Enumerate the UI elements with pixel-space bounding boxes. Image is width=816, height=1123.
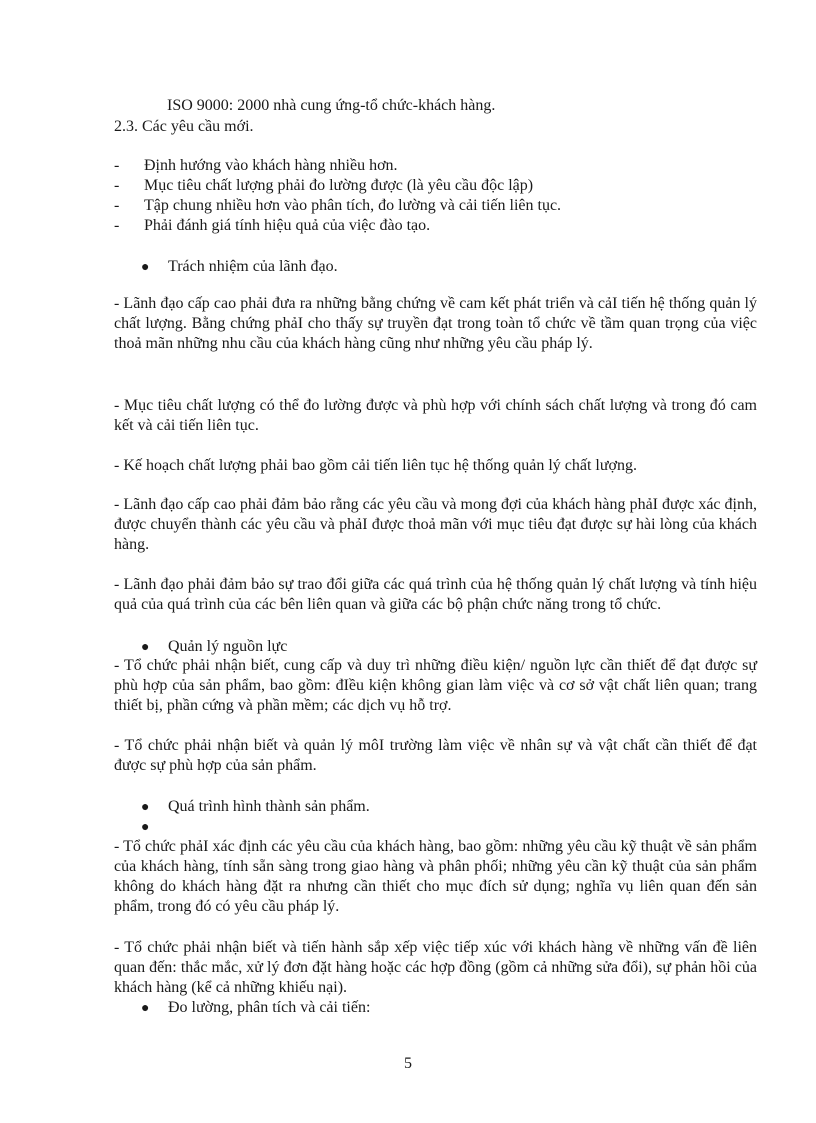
bullet-text: Quá trình hình thành sản phẩm. (168, 798, 370, 815)
list-item (114, 156, 398, 176)
dash-marker: - (114, 177, 120, 194)
list-item-text: Phải đánh giá tính hiệu quả của việc đào tạo. (144, 217, 431, 234)
dash-marker: - (114, 157, 120, 174)
bullet-empty (141, 817, 168, 838)
bullet-measurement (141, 998, 370, 1019)
list-item-text: Định hướng vào khách hàng nhiều hơn. (144, 157, 398, 174)
paragraph: - Lãnh đạo cấp cao phải đưa ra những bằng chứng về cam kết phát triển và cảI tiến hệ thống quản lý chất lượng. Bằng chứng phảI cho thấy sự truyền đạt trong toàn tổ chức về tầm quan trọng của việc thoả mãn những nhu cầu của khách hàng cũng như những yêu cầu pháp lý. (114, 295, 757, 352)
list-item (114, 196, 561, 216)
paragraph: - Tổ chức phải nhận biết và tiến hành sắp xếp việc tiếp xúc với khách hàng về những vấn đề liên quan đến: thắc mắc, xử lý đơn đặt hàng hoặc các hợp đồng (gồm cả những sửa đổi), sự phản hồi của khách hàng (kể cả những khiếu nại). (114, 939, 757, 996)
list-item (114, 176, 533, 196)
paragraph: - Lãnh đạo cấp cao phải đảm bảo rằng các yêu cầu và mong đợi của khách hàng phảI được xác định, được chuyển thành các yêu cầu và phảI được thoả mãn với mục tiêu đạt được sự hài lòng của khách hàng. (114, 496, 757, 553)
dash-marker: - (114, 217, 120, 234)
bullet-icon: ● (141, 640, 150, 655)
paragraph: - Tổ chức phảI xác định các yêu cầu của khách hàng, bao gồm: những yêu cầu kỹ thuật về sản phẩm của khách hàng, tính sẵn sàng trong giao hàng và phân phối; những yêu cần kỹ thuật của sản phẩm không do khách hàng đặt ra nhưng cần thiết cho mục đích sử dụng; nghĩa vụ liên quan đến sản phẩm, trong đó có yêu cầu pháp lý. (114, 838, 757, 915)
bullet-icon: ● (141, 820, 150, 835)
bullet-text: Quản lý nguồn lực (168, 638, 288, 655)
paragraph: - Kế hoạch chất lượng phải bao gồm cải tiến liên tục hệ thống quản lý chất lượng. (114, 457, 638, 474)
bullet-text: Đo lường, phân tích và cải tiến: (168, 999, 371, 1016)
bullet-icon: ● (141, 800, 150, 815)
bullet-icon: ● (141, 260, 150, 275)
bullet-leadership (141, 257, 338, 278)
list-item (114, 216, 430, 236)
section-title: 2.3. Các yêu cầu mới. (114, 118, 254, 135)
bullet-text: Trách nhiệm của lãnh đạo. (168, 258, 338, 275)
bullet-icon: ● (141, 1001, 150, 1016)
paragraph: - Lãnh đạo phải đảm bảo sự trao đổi giữa các quá trình của hệ thống quản lý chất lượng và tính hiệu quả của quá trình của các bên liên quan và giữa các bộ phận chức năng trong tổ chức. (114, 576, 757, 613)
paragraph: - Mục tiêu chất lượng có thể đo lường được và phù hợp với chính sách chất lượng và trong đó cam kết và cải tiến liên tục. (114, 397, 757, 434)
paragraph: - Tổ chức phải nhận biết, cung cấp và duy trì những điều kiện/ nguồn lực cần thiết để đạt được sự phù hợp của sản phẩm, bao gồm: đIều kiện không gian làm việc và cơ sở vật chất liên quan; trang thiết bị, phần cứng và phần mềm; các dịch vụ hỗ trợ. (114, 657, 757, 714)
list-item-text: Mục tiêu chất lượng phải đo lường được (là yêu cầu độc lập) (144, 177, 534, 194)
header-line: ISO 9000: 2000 nhà cung ứng-tổ chức-khách hàng. (167, 97, 496, 114)
bullet-resources (141, 637, 287, 658)
list-item-text: Tập chung nhiều hơn vào phân tích, đo lường và cải tiến liên tục. (144, 197, 562, 214)
paragraph: - Tổ chức phải nhận biết và quản lý môI trường làm việc về nhân sự và vật chất cần thiết để đạt được sự phù hợp của sản phẩm. (114, 737, 757, 774)
bullet-product (141, 797, 370, 818)
page-number: 5 (404, 1055, 412, 1072)
dash-marker: - (114, 197, 120, 214)
